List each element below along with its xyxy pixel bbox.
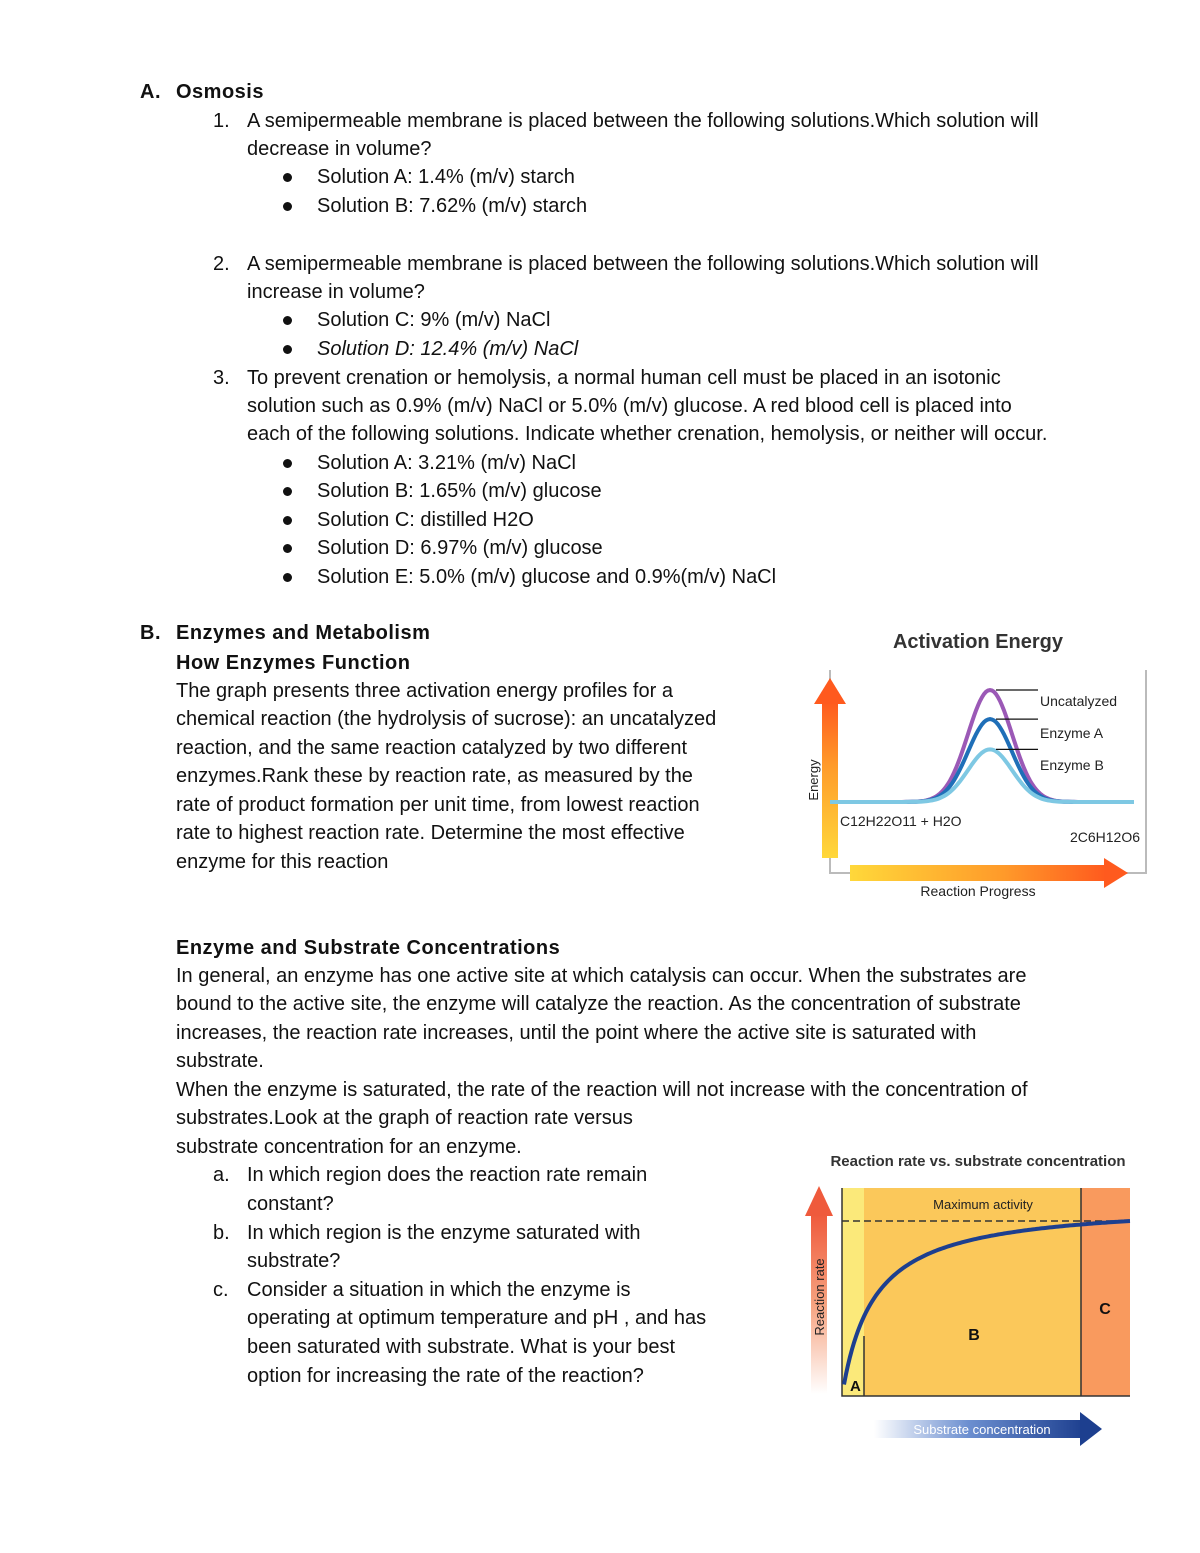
q2-line1: A semipermeable membrane is placed between the following solutions.Which solution will	[247, 253, 1039, 275]
para1-line: enzymes.Rank these by reaction rate, as measured by the	[176, 765, 693, 787]
bullet-icon	[283, 573, 292, 582]
question-c-line: operating at optimum temperature and pH , and has	[247, 1307, 707, 1329]
rr-region-b-label: B	[968, 1327, 980, 1344]
q3-line1: To prevent crenation or hemolysis, a normal human cell must be placed in an isotonic	[247, 367, 1001, 389]
question-c-line: Consider a situation in which the enzyme is	[247, 1279, 631, 1301]
ae-legend-uncatalyzed: Uncatalyzed	[1040, 693, 1118, 709]
question-b-line: substrate?	[247, 1250, 341, 1272]
q3-bullet-4: Solution D: 6.97% (m/v) glucose	[317, 537, 603, 559]
ae-y-axis-arrowhead	[814, 678, 846, 704]
question-b-line: In which region is the enzyme saturated with	[247, 1222, 641, 1244]
reaction-rate-chart	[800, 1140, 1145, 1450]
q3-line2: solution such as 0.9% (m/v) NaCl or 5.0% (m/v) glucose. A red blood cell is placed into	[247, 395, 1012, 417]
para1-line: reaction, and the same reaction catalyzed by two different	[176, 737, 688, 759]
q2-line2: increase in volume?	[247, 281, 425, 303]
bullet-icon	[283, 202, 292, 211]
q3-bullet-2: Solution B: 1.65% (m/v) glucose	[317, 480, 602, 502]
ae-legend-enzyme-b: Enzyme B	[1040, 757, 1104, 773]
q3-bullet-3: Solution C: distilled H2O	[317, 509, 534, 531]
para2-line: substrates.Look at the graph of reaction rate versus	[176, 1107, 633, 1129]
q1-bullet-2: Solution B: 7.62% (m/v) starch	[317, 195, 588, 217]
q2-number: 2.	[213, 253, 230, 275]
rr-x-axis-label: Substrate concentration	[913, 1422, 1051, 1437]
ae-x-axis-label: Reaction Progress	[920, 883, 1036, 899]
ae-reactant-label: C12H22O11 + H2O	[840, 813, 962, 829]
bullet-icon	[283, 459, 292, 468]
para2-line: When the enzyme is saturated, the rate of the reaction will not increase with the concentration of	[176, 1079, 1028, 1101]
q3-bullet-1: Solution A: 3.21% (m/v) NaCl	[317, 452, 576, 474]
q1-line2: decrease in volume?	[247, 138, 432, 160]
bullet-icon	[283, 487, 292, 496]
ae-chart-title: Activation Energy	[892, 631, 1064, 653]
section-a-letter: A.	[140, 81, 161, 103]
rr-region-c	[1081, 1188, 1130, 1396]
ae-x-axis-arrowhead	[1104, 858, 1128, 888]
q2-bullet-1: Solution C: 9% (m/v) NaCl	[317, 309, 551, 331]
bullet-icon	[283, 316, 292, 325]
rr-y-axis-label: Reaction rate	[812, 1258, 827, 1336]
activation-energy-chart	[800, 620, 1160, 910]
q3-number: 3.	[213, 367, 230, 389]
q1-number: 1.	[213, 110, 230, 132]
para2-line: increases, the reaction rate increases, until the point where the active site is saturated with	[176, 1022, 977, 1044]
subheading-how-enzymes-function: How Enzymes Function	[176, 652, 411, 674]
section-a-title: Osmosis	[176, 81, 264, 103]
bullet-icon	[283, 516, 292, 525]
ae-legend-enzyme-a: Enzyme A	[1040, 725, 1104, 741]
rr-region-a	[842, 1188, 864, 1396]
para2-line: bound to the active site, the enzyme will catalyze the reaction. As the concentration of substrate	[176, 993, 1021, 1015]
question-a-line: constant?	[247, 1193, 334, 1215]
section-b-title: Enzymes and Metabolism	[176, 622, 431, 644]
ae-y-axis-arrow	[822, 702, 838, 858]
para1-line: rate of product formation per unit time, from lowest reaction	[176, 794, 700, 816]
q1-bullet-1: Solution A: 1.4% (m/v) starch	[317, 166, 575, 188]
para2-line: substrate.	[176, 1050, 264, 1072]
rr-region-b	[864, 1188, 1081, 1396]
bullet-icon	[283, 173, 292, 182]
rr-region-c-label: C	[1099, 1301, 1111, 1318]
question-b-letter: b.	[213, 1222, 230, 1244]
q2-bullet-2: Solution D: 12.4% (m/v) NaCl	[317, 338, 579, 360]
para2-line: In general, an enzyme has one active site at which catalysis can occur. When the substrates are	[176, 965, 1027, 987]
para1-line: chemical reaction (the hydrolysis of sucrose): an uncatalyzed	[176, 708, 717, 730]
ae-y-axis-label: Energy	[806, 759, 821, 801]
question-c-line: been saturated with substrate. What is your best	[247, 1336, 675, 1358]
question-a-line: In which region does the reaction rate remain	[247, 1164, 648, 1186]
question-c-line: option for increasing the rate of the reaction?	[247, 1365, 644, 1387]
question-a-letter: a.	[213, 1164, 230, 1186]
rr-x-axis-arrowhead	[1080, 1412, 1102, 1446]
subheading-enzyme-substrate: Enzyme and Substrate Concentrations	[176, 937, 561, 959]
q3-line3: each of the following solutions. Indicate whether crenation, hemolysis, or neither will occur.	[247, 423, 1048, 445]
section-b-letter: B.	[140, 622, 161, 644]
q1-line1: A semipermeable membrane is placed between the following solutions.Which solution will	[247, 110, 1039, 132]
ae-product-label: 2C6H12O6	[1069, 829, 1140, 845]
para2-line: substrate concentration for an enzyme.	[176, 1136, 522, 1158]
para1-line: The graph presents three activation energy profiles for a	[176, 680, 673, 702]
para1-line: rate to highest reaction rate. Determine the most effective	[176, 822, 685, 844]
rr-y-axis-arrowhead	[805, 1186, 833, 1216]
bullet-icon	[283, 544, 292, 553]
bullet-icon	[283, 345, 292, 354]
question-c-letter: c.	[213, 1279, 229, 1301]
ae-x-axis-arrow	[850, 865, 1106, 881]
rr-max-activity-label: Maximum activity	[933, 1197, 1033, 1212]
rr-chart-title: Reaction rate vs. substrate concentration	[830, 1153, 1126, 1170]
q3-bullet-5: Solution E: 5.0% (m/v) glucose and 0.9%(m/v) NaCl	[317, 566, 777, 588]
rr-region-a-label: A	[850, 1378, 861, 1395]
para1-line: enzyme for this reaction	[176, 851, 389, 873]
